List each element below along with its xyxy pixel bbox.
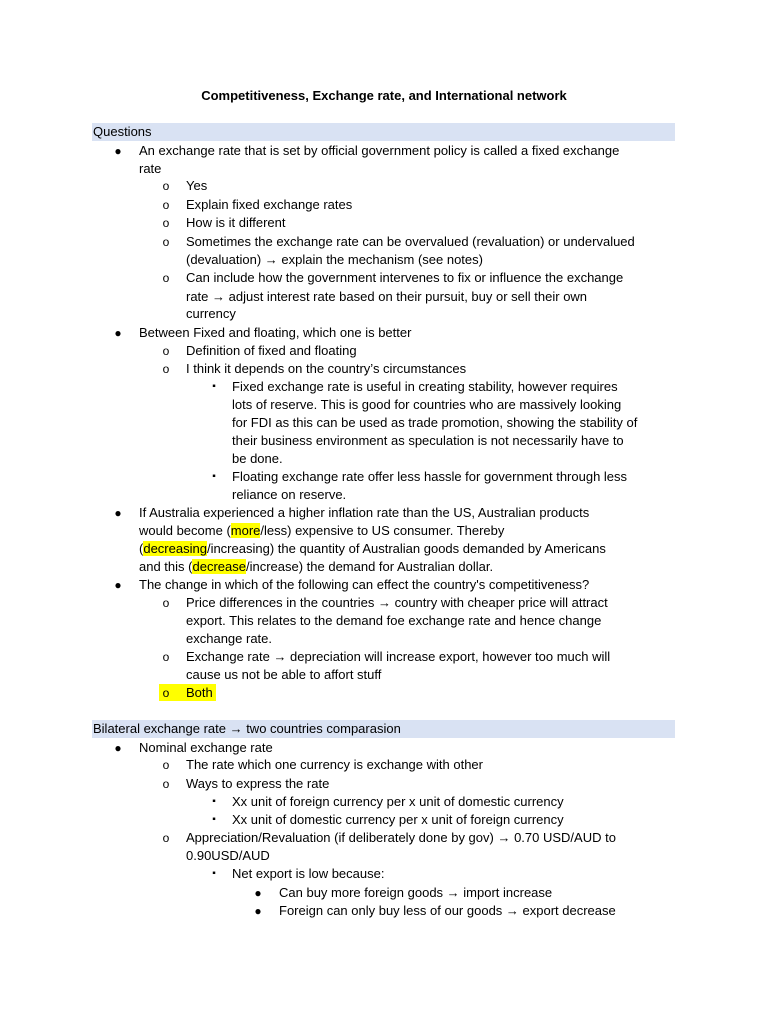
q2-point-2-line-1: Floating exchange rate offer less hassle for government through less [232,469,628,484]
bilateral-heading: Bilateral exchange rate → two countries comparasion [93,721,401,736]
sub-bullet-icon: o [162,596,170,610]
sub-bullet-icon: o [162,831,170,845]
q2-sub-b: I think it depends on the country’s circumstances [186,361,467,376]
sub-bullet-icon: o [162,344,170,358]
q1-sub-d-line-1: Sometimes the exchange rate can be overvalued (revaluation) or undervalued [186,234,635,249]
q1-sub-e-line-1: Can include how the government intervenes to fix or influence the exchange [186,270,624,285]
bullet-icon: ● [114,578,122,592]
document-title: Competitiveness, Exchange rate, and International network [201,88,567,103]
sub-bullet-icon: o [162,216,170,230]
q2-sub-a: Definition of fixed and floating [186,343,357,358]
q2-point-1-line-5: be done. [232,451,283,466]
q3-line-4 [139,558,493,576]
net-export-reason-1: Can buy more foreign goods → import increase [279,885,553,900]
square-bullet-icon: ▪ [212,471,216,482]
q4-sub-a-line-1: Price differences in the countries → country with cheaper price will attract [186,595,608,610]
q3-line-1: If Australia experienced a higher inflation rate than the US, Australian products [139,505,590,520]
sub-bullet-icon: o [162,235,170,249]
q1-sub-e-line-3: currency [186,306,236,321]
highlight-decreasing: decreasing [143,541,207,556]
q2-point-1-line-2: lots of reserve. This is good for countries who are massively looking [232,397,622,412]
q1-sub-a: Yes [186,178,208,193]
sub-bullet-icon: o [162,777,170,791]
net-export-reason-2: Foreign can only buy less of our goods → export decrease [279,903,616,918]
q2-point-1-line-4: their business environment as speculation is not necessarily have to [232,433,624,448]
sub-bullet-icon: o [162,362,170,376]
q4-sub-b-line-1: Exchange rate → depreciation will increase export, however too much will [186,649,611,664]
bullet-icon: ● [254,904,262,918]
sub-bullet-icon: o [162,198,170,212]
q3-line-2 [139,522,504,540]
q3-line-4-post: /increase) the demand for Australian dollar. [245,559,494,574]
q4-sub-b-line-2: cause us not be able to affort stuff [186,667,382,682]
nominal-sub-b-point-1: Xx unit of foreign currency per x unit of domestic currency [232,794,564,809]
bullet-icon: ● [114,506,122,520]
square-bullet-icon: ▪ [212,814,216,825]
q3-line-4-pre: and this ( [139,559,193,574]
q2-point-2-line-2: reliance on reserve. [232,487,347,502]
nominal-sub-a: The rate which one currency is exchange with other [186,757,483,772]
sub-bullet-icon: o [162,758,170,772]
sub-bullet-icon: o [162,179,170,193]
q1-sub-c: How is it different [186,215,286,230]
q4-line-1: The change in which of the following can effect the country's competitiveness? [139,577,590,592]
questions-heading-band [92,123,675,141]
nominal-exchange-rate: Nominal exchange rate [139,740,273,755]
q1-line-1: An exchange rate that is set by official government policy is called a fixed exchange [139,143,620,158]
sub-bullet-icon: o [162,650,170,664]
bullet-icon: ● [114,741,122,755]
bullet-icon: ● [114,326,122,340]
q4-sub-a-line-2: export. This relates to the demand foe exchange rate and hence change [186,613,602,628]
q3-line-3-post: /increasing) the quantity of Australian goods demanded by Americans [206,541,606,556]
q3-line-2-post: /less) expensive to US consumer. Thereby [260,523,505,538]
square-bullet-icon: ▪ [212,868,216,879]
nominal-sub-b: Ways to express the rate [186,776,330,791]
nominal-sub-b-point-2: Xx unit of domestic currency per x unit of foreign currency [232,812,564,827]
highlight-decrease: decrease [192,559,246,574]
q1-sub-d-line-2: (devaluation) → explain the mechanism (see notes) [186,252,483,267]
q2-point-1-line-1: Fixed exchange rate is useful in creating stability, however requires [232,379,618,394]
sub-bullet-icon: o [162,271,170,285]
q3-line-3-pre: ( [139,541,144,556]
highlight-more: more [230,523,261,538]
bullet-icon: ● [254,886,262,900]
q2-point-1-line-3: for FDI as this can be used as trade promotion, showing the stability of [232,415,638,430]
questions-heading: Questions [93,124,152,139]
bullet-icon: ● [114,144,122,158]
q1-sub-e-line-2: rate → adjust interest rate based on their pursuit, buy or sell their own [186,289,588,304]
q4-sub-c: Both [186,685,213,700]
nominal-sub-c-line-2: 0.90USD/AUD [186,848,270,863]
q3-line-3 [139,540,606,558]
q1-sub-b: Explain fixed exchange rates [186,197,353,212]
square-bullet-icon: ▪ [212,381,216,392]
q2-line-1: Between Fixed and floating, which one is better [139,325,412,340]
q3-line-2-pre: would become ( [139,523,231,538]
q1-line-2: rate [139,161,162,176]
q4-sub-a-line-3: exchange rate. [186,631,273,646]
sub-bullet-icon: o [162,686,170,700]
square-bullet-icon: ▪ [212,796,216,807]
nominal-sub-c-line-1: Appreciation/Revaluation (if deliberately done by gov) → 0.70 USD/AUD to [186,830,616,845]
net-export-point: Net export is low because: [232,866,385,881]
